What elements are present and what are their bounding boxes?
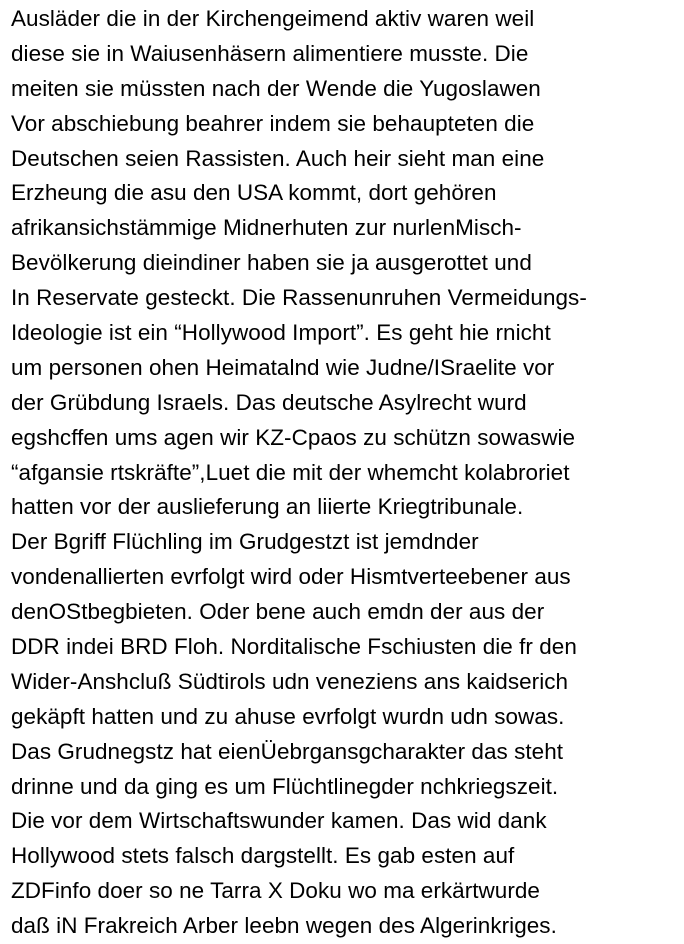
text-line: Vor abschiebung beahrer indem sie behaupteten die <box>11 110 535 136</box>
text-line: gekäpft hatten und zu ahuse evrfolgt wurdn udn sowas. <box>11 703 565 729</box>
text-line: meiten sie müssten nach der Wende die Yugoslawen <box>11 75 541 101</box>
text-line: Der Bgriff Flüchling im Grudgestzt ist jemdnder <box>11 529 479 555</box>
text-line: Das Grudnegstz hat eienÜebrgansgcharakter das steht <box>11 738 564 764</box>
text-line: Ausläder die in der Kirchengeimend aktiv waren weil <box>11 6 535 31</box>
text-line: vondenallierten evrfolgt wird oder Hismtverteebener aus <box>11 564 571 590</box>
text-line: In Reservate gesteckt. Die Rassenunruhen Vermeidungs- <box>11 285 587 311</box>
body-text <box>11 2 683 944</box>
text-line: Deutschen seien Rassisten. Auch heir sieht man eine <box>11 145 545 171</box>
text-line: “afgansie rtskräfte”,Luet die mit der whemcht kolabroriet <box>11 459 570 485</box>
text-line: ZDFinfo doer so ne Tarra X Doku wo ma erkärtwurde <box>11 878 540 904</box>
text-line: Ideologie ist ein “Hollywood Import”. Es geht hie rnicht <box>11 320 551 346</box>
text-line: Bevölkerung dieindiner haben sie ja ausgerottet und <box>11 250 532 276</box>
text-line: diese sie in Waiusenhäsern alimentiere musste. Die <box>11 40 529 66</box>
text-line: denOStbegbieten. Oder bene auch emdn der aus der <box>11 599 545 625</box>
text-line: Wider-Anshcluß Südtirols udn veneziens ans kaidserich <box>11 668 569 694</box>
text-line: um personen ohen Heimatalnd wie Judne/ISraelite vor <box>11 354 555 380</box>
text-line: afrikansichstämmige Midnerhuten zur nurlenMisch- <box>11 215 522 241</box>
text-line: Erzheung die asu den USA kommt, dort gehören <box>11 180 497 206</box>
text-line: Hollywood stets falsch dargstellt. Es gab esten auf <box>11 843 515 869</box>
text-line: egshcffen ums agen wir KZ-Cpaos zu schützn sowaswie <box>11 424 576 450</box>
text-line: DDR indei BRD Floh. Norditalische Fschiusten die fr den <box>11 634 577 660</box>
text-line: hatten vor der auslieferung an liierte Kriegtribunale. <box>11 494 524 520</box>
text-line: der Grübdung Israels. Das deutsche Asylrecht wurd <box>11 389 527 415</box>
text-line: daß iN Frakreich Arber leebn wegen des Algerinkriges. <box>11 913 557 939</box>
text-line: Die vor dem Wirtschaftswunder kamen. Das wid dank <box>11 808 547 834</box>
text-line: drinne und da ging es um Flüchtlinegder nchkriegszeit. <box>11 773 559 799</box>
